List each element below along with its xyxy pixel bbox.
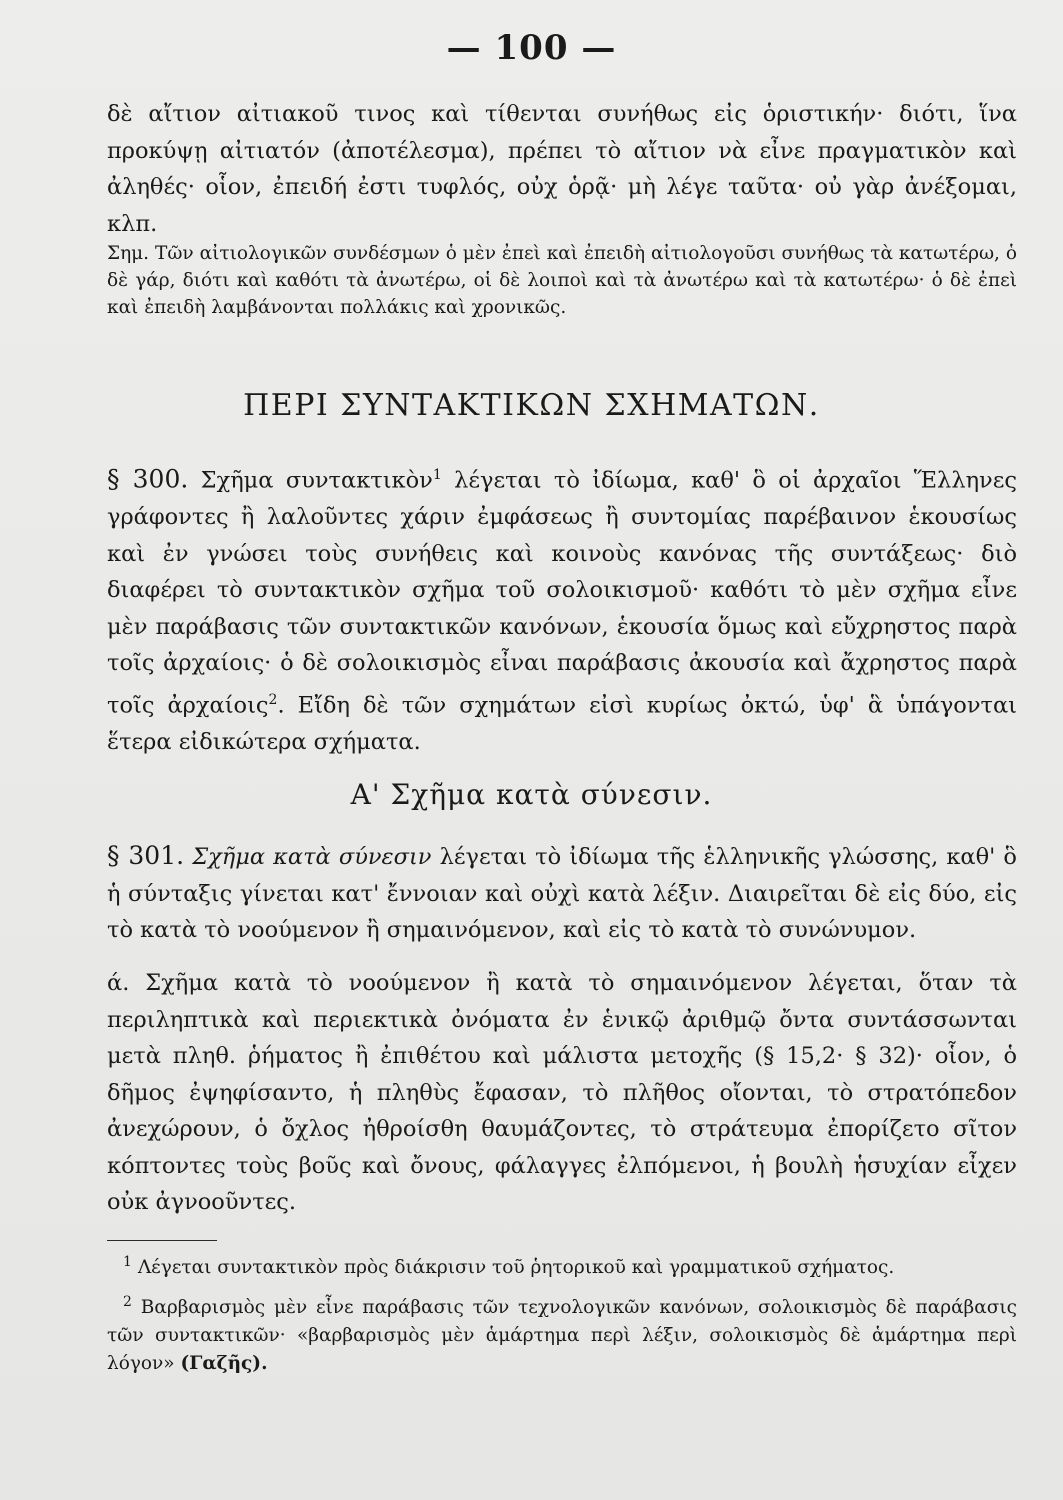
- footnote-divider: [107, 1240, 217, 1241]
- footnote-2-source: (Γαζῆς).: [180, 1353, 268, 1375]
- section-300-body: λέγεται τὸ ἰδίωμα, καθ' ὃ οἱ ἀρχαῖοι Ἕλληνες γράφοντες ἢ λαλοῦντες χάριν ἐμφάσεως ἢ συντομίας παρέβαινον ἑκουσίως καὶ ἐν γνώσει τοὺς συνήθεις καὶ κοινοὺς κανόνας τῆς συντάξεως· διὸ διαφέρει τὸ συντακτικὸν σχῆμα τοῦ σολοικισμοῦ· καθότι τὸ μὲν σχῆμα εἶνε μὲν παράβασις τῶν συντακτικῶν κανόνων, ἑκουσία ὅμως καὶ εὔχρηστος παρὰ τοῖς ἀρχαίοις· ὁ δὲ σολοικισμὸς εἶναι παράβασις ἀκουσία καὶ ἄχρηστος παρὰ τοῖς ἀρχαίοις: [107, 467, 1017, 718]
- section-heading: ΠΕΡΙ ΣΥΝΤΑΚΤΙΚΩΝ ΣΧΗΜΑΤΩΝ.: [243, 388, 820, 423]
- footnote-2-mark: 2: [123, 1294, 132, 1311]
- footnotes: [107, 1248, 1017, 1378]
- section-300-lead: Σχῆμα συντακτικὸν: [200, 467, 433, 494]
- footnote-2: [107, 1288, 1017, 1378]
- section-300-paragraph: [107, 457, 1017, 760]
- section-301: [107, 838, 1017, 949]
- section-301-lead: Σχῆμα κατὰ σύνεσιν: [192, 844, 432, 870]
- intro-paragraph: δὲ αἴτιον αἰτιακοῦ τινος καὶ τίθενται συνήθως εἰς ὁριστικήν· διότι, ἵνα προκύψῃ αἰτιατόν (ἀποτέλεσμα), πρέπει τὸ αἴτιον νὰ εἶνε πραγματικὸν καὶ ἀληθές· οἷον, ἐπειδή ἐστι τυφλός, οὐχ ὁρᾷ· μὴ λέγε ταῦτα· οὐ γὰρ ἀνέξομαι, κλπ.: [107, 101, 1017, 237]
- section-300-number: § 300.: [107, 464, 189, 494]
- note-paragraph: Σημ. Τῶν αἰτιολογικῶν συνδέσμων ὁ μὲν ἐπεὶ καὶ ἐπειδὴ αἰτιολογοῦσι συνήθως τὰ κατωτέρω, ὁ δὲ γάρ, διότι καὶ καθότι τὰ ἀνωτέρω, οἱ δὲ λοιποὶ καὶ τὰ ἀνωτέρω καὶ τὰ κατωτέρω· ὁ δὲ ἐπεὶ καὶ ἐπειδὴ λαμβάνονται πολλάκις καὶ χρονικῶς.: [107, 243, 1017, 318]
- footnote-1: [107, 1248, 1017, 1282]
- paragraph-a: ά. Σχῆμα κατὰ τὸ νοούμενον ἢ κατὰ τὸ σημαινόμενον λέγεται, ὅταν τὰ περιληπτικὰ καὶ περιεκτικὰ ὀνόματα ἐν ἑνικῷ ἀριθμῷ ὄντα συντάσσωνται μετὰ πληθ. ῥήματος ἢ ἐπιθέτου καὶ μάλιστα μετοχῆς (§ 15,2· § 32)· οἷον, ὁ δῆμος ἐψηφίσαντο, ἡ πληθὺς ἔφασαν, τὸ πλῆθος οἴονται, τὸ στρατόπεδον ἀνεχώρουν, ὁ ὄχλος ἠθροίσθη θαυμάζοντες, τὸ στράτευμα ἐπορίζετο σῖτον κόπτοντες τοὺς βοῦς καὶ ὄνους, φάλαγγες ἐλπόμενοι, ἡ βουλὴ ἡσυχίαν εἶχεν οὐκ ἀγνοοῦντες.: [107, 970, 1017, 1215]
- section-301-body: λέγεται τὸ ἰδίωμα τῆς ἑλληνικῆς γλώσσης, καθ' ὃ ἡ σύνταξις γίνεται κατ' ἔννοιαν καὶ οὐχὶ κατὰ λέξιν. Διαιρεῖται δὲ εἰς δύο, εἰς τὸ κατὰ τὸ νοούμενον ἢ σημαινόμενον, καὶ εἰς τὸ κατὰ τὸ συνώνυμον.: [107, 844, 1017, 943]
- page-number: — 100 —: [446, 28, 617, 68]
- section-300-tail: . Εἴδη δὲ τῶν σχημάτων εἰσὶ κυρίως ὀκτώ, ὑφ' ἃ ὑπάγονται ἕτερα εἰδικώτερα σχήματα.: [107, 692, 1017, 755]
- section-300: [107, 457, 1017, 760]
- subheading: Α' Σχῆμα κατὰ σύνεσιν.: [350, 778, 713, 811]
- footnote-ref-1: 1: [432, 467, 442, 483]
- footnote-2-text: Βαρβαρισμὸς μὲν εἶνε παράβασις τῶν τεχνολογικῶν κανόνων, σολοικισμὸς δὲ παράβασις τῶν συντακτικῶν· «βαρβαρισμὸς μὲν ἁμάρτημα περὶ λέξιν, σολοικισμὸς δὲ ἁμάρτημα περὶ λόγον»: [107, 1297, 1017, 1375]
- intro-block: [107, 96, 1017, 242]
- footnote-1-mark: 1: [123, 1254, 132, 1270]
- note-block: [107, 240, 1017, 321]
- footnote-1-text: Λέγεται συντακτικὸν πρὸς διάκρισιν τοῦ ῥητορικοῦ καὶ γραμματικοῦ σχήματος.: [137, 1257, 895, 1279]
- footnote-ref-2: 2: [268, 691, 278, 708]
- section-301-number: § 301.: [107, 841, 185, 870]
- section-301-paragraph: [107, 838, 1017, 949]
- paragraph-a-block: [107, 965, 1017, 1221]
